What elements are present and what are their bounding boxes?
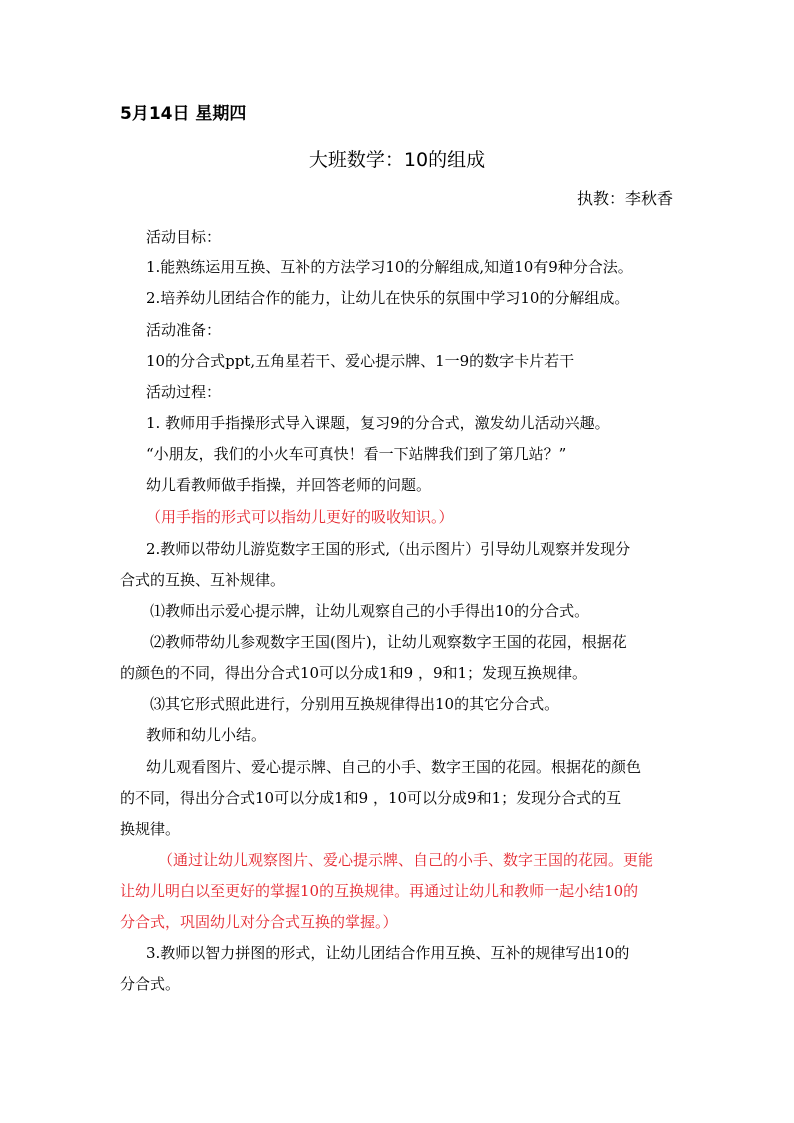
step-1-follow: 幼儿看教师做手指操，并回答老师的问题。 (146, 476, 432, 494)
prep-heading: 活动准备： (146, 321, 222, 339)
summary-line-3: 换规律。 (120, 820, 181, 838)
summary-line-1: 幼儿观看图片、爱心提示牌、自己的小手、数字王国的花园。根据花的颜色 (146, 758, 642, 776)
goal-item-2: 2.培养幼儿团结合作的能力，让幼儿在快乐的氛围中学习10的分解组成。 (146, 289, 630, 307)
prep-content: 10的分合式ppt,五角星若干、爱心提示牌、1一9的数字卡片若干 (146, 352, 575, 370)
summary-line-2: 的不同，得出分合式10可以分成1和9 ，10可以分成9和1；发现分合式的互 (120, 789, 622, 807)
note-1: （用手指的形式可以指幼儿更好的吸收知识。） (146, 508, 454, 526)
sub-step-2-line-2: 的颜色的不同，得出分合式10可以分成1和9 ，9和1；发现互换规律。 (120, 664, 588, 682)
goal-item-1: 1.能熟练运用互换、互补的方法学习10的分解组成,知道10有9种分合法。 (146, 258, 633, 276)
note-2-line-1: （通过让幼儿观察图片、爱心提示牌、自己的小手、数字王国的花园。更能 (158, 851, 654, 869)
process-heading: 活动过程： (146, 383, 222, 401)
date-heading: 5月14日 星期四 (120, 104, 247, 124)
step-3-line-2: 分合式。 (120, 975, 181, 993)
step-1-quote: “小朋友，我们的小火车可真快！看一下站牌我们到了第几站？” (146, 445, 567, 463)
goals-heading: 活动目标： (146, 228, 222, 246)
step-3-line-1: 3.教师以智力拼图的形式，让幼儿团结合作用互换、互补的规律写出10的 (146, 944, 630, 962)
step-1: 1. 教师用手指操形式导入课题，复习9的分合式，激发幼儿活动兴趣。 (146, 414, 610, 432)
note-2-line-2: 让幼儿明白以至更好的掌握10的互换规律。再通过让幼儿和教师一起小结10的 (120, 882, 639, 900)
sub-step-2-line-1: ⑵教师带幼儿参观数字王国(图片)，让幼儿观察数字王国的花园，根据花 (150, 633, 627, 651)
page-title: 大班数学：10的组成 (308, 149, 486, 171)
teacher-line: 执教：李秋香 (576, 189, 673, 208)
sub-step-1: ⑴教师出示爱心提示牌，让幼儿观察自己的小手得出10的分合式。 (150, 602, 590, 620)
note-2-line-3: 分合式，巩固幼儿对分合式互换的掌握。） (120, 913, 398, 931)
sub-step-3: ⑶其它形式照此进行，分别用互换规律得出10的其它分合式。 (150, 695, 560, 713)
step-2-line-1: 2.教师以带幼儿游览数字王国的形式,（出示图片）引导幼儿观察并发现分 (146, 540, 631, 558)
step-2-line-2: 合式的互换、互补规律。 (120, 571, 286, 589)
summary-heading: 教师和幼儿小结。 (146, 726, 267, 744)
